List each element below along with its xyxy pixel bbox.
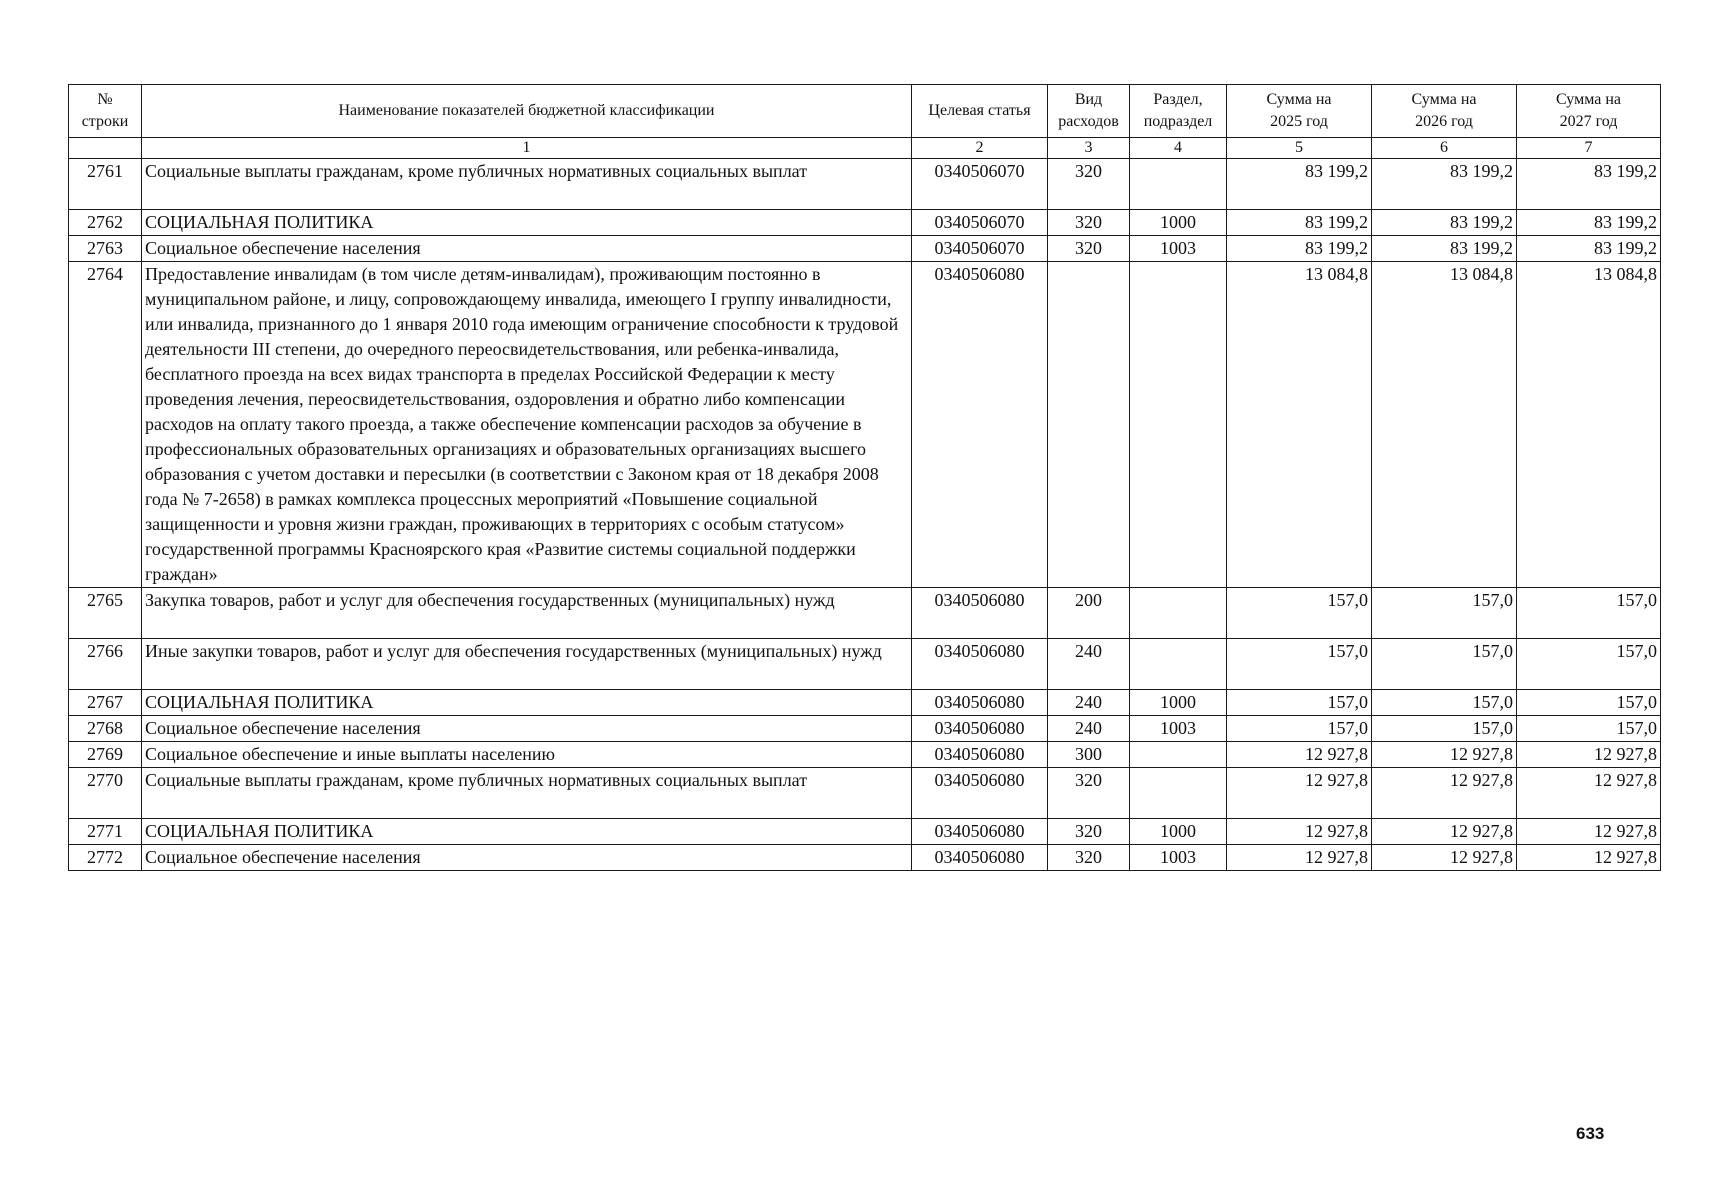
row-section: 1003 <box>1130 716 1227 742</box>
row-kind <box>1048 262 1130 588</box>
row-target: 0340506070 <box>912 210 1048 236</box>
table-row <box>69 845 1661 871</box>
row-kind: 240 <box>1048 639 1130 690</box>
row-sum-2026: 157,0 <box>1372 588 1517 639</box>
row-sum-2025: 157,0 <box>1227 690 1372 716</box>
row-number: 2761 <box>69 159 142 210</box>
row-target: 0340506080 <box>912 716 1048 742</box>
row-section <box>1130 262 1227 588</box>
row-number: 2765 <box>69 588 142 639</box>
header-kind: Вид расходов <box>1048 85 1130 138</box>
row-section <box>1130 768 1227 819</box>
row-sum-2025: 157,0 <box>1227 639 1372 690</box>
row-sum-2025: 157,0 <box>1227 716 1372 742</box>
row-target: 0340506070 <box>912 236 1048 262</box>
row-number: 2767 <box>69 690 142 716</box>
row-section: 1003 <box>1130 845 1227 871</box>
header-number: 3 <box>1048 138 1130 159</box>
row-name: Иные закупки товаров, работ и услуг для обеспечения государственных (муниципальных) нужд <box>142 639 912 690</box>
row-target: 0340506080 <box>912 742 1048 768</box>
row-section <box>1130 588 1227 639</box>
row-target: 0340506080 <box>912 690 1048 716</box>
row-sum-2027: 157,0 <box>1517 690 1661 716</box>
header-number: 6 <box>1372 138 1517 159</box>
row-kind: 300 <box>1048 742 1130 768</box>
row-sum-2025: 12 927,8 <box>1227 742 1372 768</box>
row-kind: 320 <box>1048 236 1130 262</box>
row-sum-2025: 12 927,8 <box>1227 819 1372 845</box>
row-name: СОЦИАЛЬНАЯ ПОЛИТИКА <box>142 690 912 716</box>
row-sum-2027: 12 927,8 <box>1517 845 1661 871</box>
row-target: 0340506080 <box>912 819 1048 845</box>
row-sum-2025: 83 199,2 <box>1227 210 1372 236</box>
row-section: 1000 <box>1130 210 1227 236</box>
row-name: СОЦИАЛЬНАЯ ПОЛИТИКА <box>142 819 912 845</box>
row-sum-2025: 157,0 <box>1227 588 1372 639</box>
row-sum-2025: 83 199,2 <box>1227 159 1372 210</box>
row-sum-2026: 83 199,2 <box>1372 159 1517 210</box>
header-sum-2026: Сумма на 2026 год <box>1372 85 1517 138</box>
table-row <box>69 742 1661 768</box>
row-kind: 240 <box>1048 690 1130 716</box>
row-sum-2025: 83 199,2 <box>1227 236 1372 262</box>
row-sum-2026: 157,0 <box>1372 690 1517 716</box>
row-sum-2025: 13 084,8 <box>1227 262 1372 588</box>
row-name: Социальное обеспечение населения <box>142 716 912 742</box>
row-sum-2027: 157,0 <box>1517 588 1661 639</box>
budget-table <box>68 84 1661 871</box>
table-row <box>69 690 1661 716</box>
row-kind: 200 <box>1048 588 1130 639</box>
row-sum-2026: 12 927,8 <box>1372 819 1517 845</box>
row-number: 2768 <box>69 716 142 742</box>
row-target: 0340506080 <box>912 639 1048 690</box>
row-sum-2027: 157,0 <box>1517 716 1661 742</box>
table-row <box>69 768 1661 819</box>
row-name: Закупка товаров, работ и услуг для обеспечения государственных (муниципальных) нужд <box>142 588 912 639</box>
row-target: 0340506080 <box>912 845 1048 871</box>
table-row <box>69 262 1661 588</box>
row-sum-2027: 83 199,2 <box>1517 210 1661 236</box>
row-section <box>1130 159 1227 210</box>
row-kind: 320 <box>1048 768 1130 819</box>
row-kind: 320 <box>1048 819 1130 845</box>
table-row <box>69 159 1661 210</box>
header-number: 4 <box>1130 138 1227 159</box>
header-number: 5 <box>1227 138 1372 159</box>
row-sum-2026: 12 927,8 <box>1372 845 1517 871</box>
row-name: СОЦИАЛЬНАЯ ПОЛИТИКА <box>142 210 912 236</box>
header-row <box>69 85 1661 138</box>
row-target: 0340506070 <box>912 159 1048 210</box>
table-row <box>69 639 1661 690</box>
row-name: Социальное обеспечение и иные выплаты населению <box>142 742 912 768</box>
row-number: 2766 <box>69 639 142 690</box>
header-name: Наименование показателей бюджетной классификации <box>142 85 912 138</box>
row-sum-2027: 13 084,8 <box>1517 262 1661 588</box>
row-name: Социальное обеспечение населения <box>142 236 912 262</box>
page-number: 633 <box>1576 1124 1605 1143</box>
header-number: 7 <box>1517 138 1661 159</box>
row-sum-2026: 83 199,2 <box>1372 236 1517 262</box>
row-number: 2771 <box>69 819 142 845</box>
row-number: 2770 <box>69 768 142 819</box>
row-sum-2027: 12 927,8 <box>1517 742 1661 768</box>
header-sum-2025: Сумма на 2025 год <box>1227 85 1372 138</box>
row-sum-2027: 83 199,2 <box>1517 236 1661 262</box>
row-sum-2026: 12 927,8 <box>1372 768 1517 819</box>
row-sum-2025: 12 927,8 <box>1227 768 1372 819</box>
row-sum-2026: 83 199,2 <box>1372 210 1517 236</box>
row-name: Социальное обеспечение населения <box>142 845 912 871</box>
row-kind: 240 <box>1048 716 1130 742</box>
table-row <box>69 716 1661 742</box>
row-number: 2763 <box>69 236 142 262</box>
row-section: 1000 <box>1130 690 1227 716</box>
row-section <box>1130 639 1227 690</box>
row-section <box>1130 742 1227 768</box>
header-sum-2027: Сумма на 2027 год <box>1517 85 1661 138</box>
row-sum-2025: 12 927,8 <box>1227 845 1372 871</box>
row-name: Социальные выплаты гражданам, кроме публичных нормативных социальных выплат <box>142 768 912 819</box>
table-row <box>69 819 1661 845</box>
row-number: 2764 <box>69 262 142 588</box>
budget-sheet <box>68 84 1660 871</box>
row-number: 2769 <box>69 742 142 768</box>
row-name: Социальные выплаты гражданам, кроме публичных нормативных социальных выплат <box>142 159 912 210</box>
table-row <box>69 236 1661 262</box>
header-number: 1 <box>142 138 912 159</box>
row-sum-2026: 12 927,8 <box>1372 742 1517 768</box>
row-sum-2027: 157,0 <box>1517 639 1661 690</box>
row-sum-2027: 12 927,8 <box>1517 768 1661 819</box>
row-sum-2027: 83 199,2 <box>1517 159 1661 210</box>
row-kind: 320 <box>1048 845 1130 871</box>
header-number: 2 <box>912 138 1048 159</box>
row-sum-2026: 157,0 <box>1372 716 1517 742</box>
table-row <box>69 588 1661 639</box>
table-row <box>69 210 1661 236</box>
header-target: Целевая статья <box>912 85 1048 138</box>
row-section: 1000 <box>1130 819 1227 845</box>
header-section: Раздел, подраздел <box>1130 85 1227 138</box>
row-number: 2762 <box>69 210 142 236</box>
row-sum-2027: 12 927,8 <box>1517 819 1661 845</box>
header-number <box>69 138 142 159</box>
row-kind: 320 <box>1048 210 1130 236</box>
row-target: 0340506080 <box>912 262 1048 588</box>
header-row-no: № строки <box>69 85 142 138</box>
row-section: 1003 <box>1130 236 1227 262</box>
row-kind: 320 <box>1048 159 1130 210</box>
row-target: 0340506080 <box>912 588 1048 639</box>
header-number-row <box>69 138 1661 159</box>
row-sum-2026: 157,0 <box>1372 639 1517 690</box>
row-name: Предоставление инвалидам (в том числе детям-инвалидам), проживающим постоянно в муниципальном районе, и лицу, сопровождающему инвалида, имеющего I группу инвалидности, или инвалида, признанного до 1 января 2010 года имеющим ограничение способности к трудовой деятельности III степени, до очередного переосвидетельствования, или ребенка-инвалида, бесплатного проезда на всех видах транспорта в пределах Российской Федерации к месту проведения лечения, переосвидетельствования, оздоровления и обратно либо компенсации расходов на оплату такого проезда, а также обеспечение компенсации расходов за обучение в профессиональных образовательных организациях и образовательных организациях высшего образования с учетом доставки и пересылки (в соответствии с Законом края от 18 декабря 2008 года № 7-2658) в рамках комплекса процессных мероприятий «Повышение социальной защищенности и уровня жизни граждан, проживающих в территориях с особым статусом» государственной программы Красноярского края «Развитие системы социальной поддержки граждан» <box>142 262 912 588</box>
row-number: 2772 <box>69 845 142 871</box>
row-sum-2026: 13 084,8 <box>1372 262 1517 588</box>
row-target: 0340506080 <box>912 768 1048 819</box>
